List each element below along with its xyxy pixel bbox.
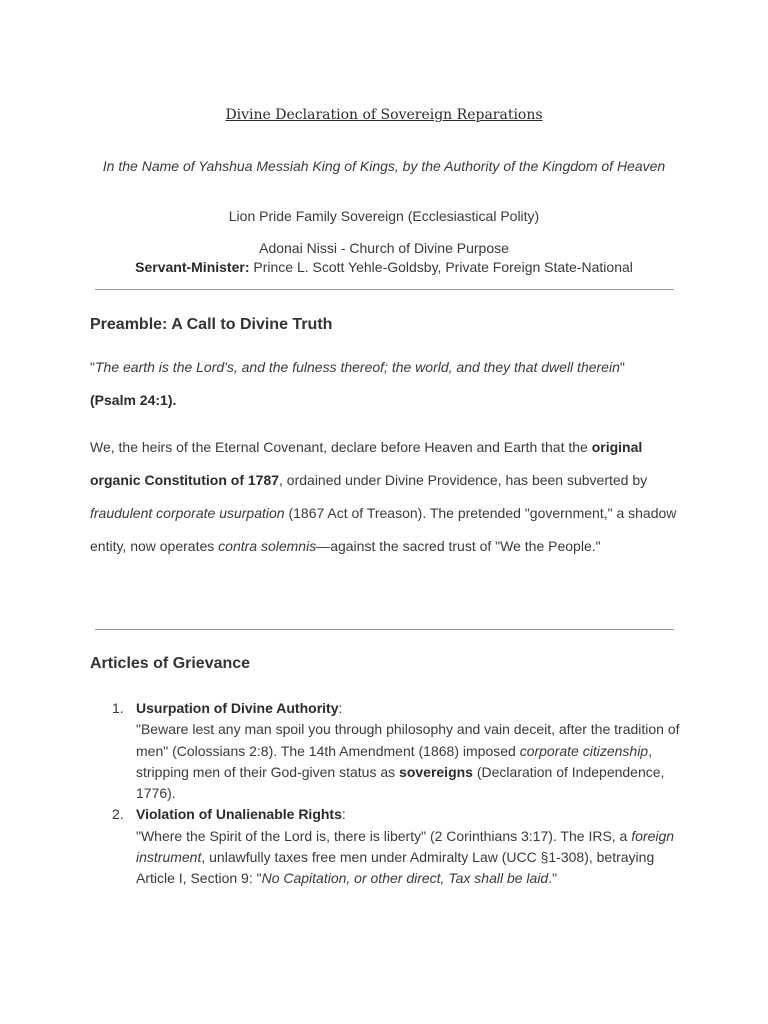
- item-number: 1.: [112, 700, 124, 716]
- item-colon: :: [341, 806, 346, 823]
- item-text: , stripping men of their God-given status as: [136, 742, 652, 780]
- constitution-bold: original organic Constitution of 1787: [90, 439, 643, 488]
- item-bold: sovereigns: [399, 763, 473, 780]
- item-title: Usurpation of Divine Authority: [136, 700, 339, 716]
- item-text: .": [548, 870, 558, 887]
- item-text: , unlawfully taxes free men under Admiralty Law (UCC §1-308), betraying Article I, Section 9: ": [136, 849, 655, 887]
- item-text: (Declaration of Independence, 1776).: [136, 763, 665, 802]
- preamble-text-3: (1867 Act of Treason). The pretended "government," a shadow entity, now operates: [90, 505, 677, 554]
- document-subtitle: In the Name of Yahshua Messiah King of Kings, by the Authority of the Kingdom of Heaven: [102, 158, 666, 174]
- item-italic: foreign instrument: [136, 827, 675, 866]
- document-title: Divine Declaration of Sovereign Reparations: [225, 107, 543, 123]
- polity-line: Lion Pride Family Sovereign (Ecclesiastical Polity): [228, 208, 540, 224]
- grievances-heading: Articles of Grievance: [90, 655, 251, 672]
- item-text: "Where the Spirit of the Lord is, there is liberty" (2 Corinthians 3:17). The IRS, a: [136, 827, 632, 844]
- church-line: Adonai Nissi - Church of Divine Purpose: [259, 240, 509, 256]
- preamble-heading: Preamble: A Call to Divine Truth: [90, 316, 333, 333]
- quote-open-mark: ": [90, 359, 95, 375]
- minister-text: Prince L. Scott Yehle-Goldsby, Private Foreign State-National: [249, 259, 633, 275]
- preamble-paragraph: [90, 431, 690, 563]
- list-item: [90, 698, 690, 804]
- usurpation-italic: fraudulent corporate usurpation: [90, 505, 285, 521]
- preamble-text-2: , ordained under Divine Providence, has been subverted by: [279, 472, 648, 488]
- minister-label: Servant-Minister:: [135, 259, 250, 275]
- item-text: "Beware lest any man spoil you through philosophy and vain deceit, after the tradition of men" (Colossians 2:8). The 14th Amendment (1868) imposed: [136, 721, 680, 759]
- preamble-text-4: —against the sacred trust of "We the People.": [316, 538, 601, 554]
- preamble-text-1: We, the heirs of the Eternal Covenant, declare before Heaven and Earth that the: [90, 439, 592, 455]
- psalm-citation: (Psalm 24:1).: [90, 392, 177, 408]
- quote-close-mark: ": [619, 359, 625, 375]
- item-number: 2.: [112, 806, 124, 823]
- item-italic: corporate citizenship: [519, 742, 649, 759]
- divider: [95, 289, 674, 290]
- item-italic: No Capitation, or other direct, Tax shall be laid: [261, 870, 549, 887]
- grievance-list: [90, 698, 690, 890]
- item-colon: :: [338, 700, 343, 716]
- minister-line: [0, 259, 768, 275]
- divider: [95, 629, 674, 630]
- psalm-quote: The earth is the Lord's, and the fulness thereof; the world, and they that dwell therein: [94, 359, 620, 375]
- preamble-quote: [90, 351, 690, 417]
- contra-solemnis-italic: contra solemnis: [218, 538, 317, 554]
- item-title: Violation of Unalienable Rights: [136, 806, 342, 823]
- list-item: [90, 804, 690, 889]
